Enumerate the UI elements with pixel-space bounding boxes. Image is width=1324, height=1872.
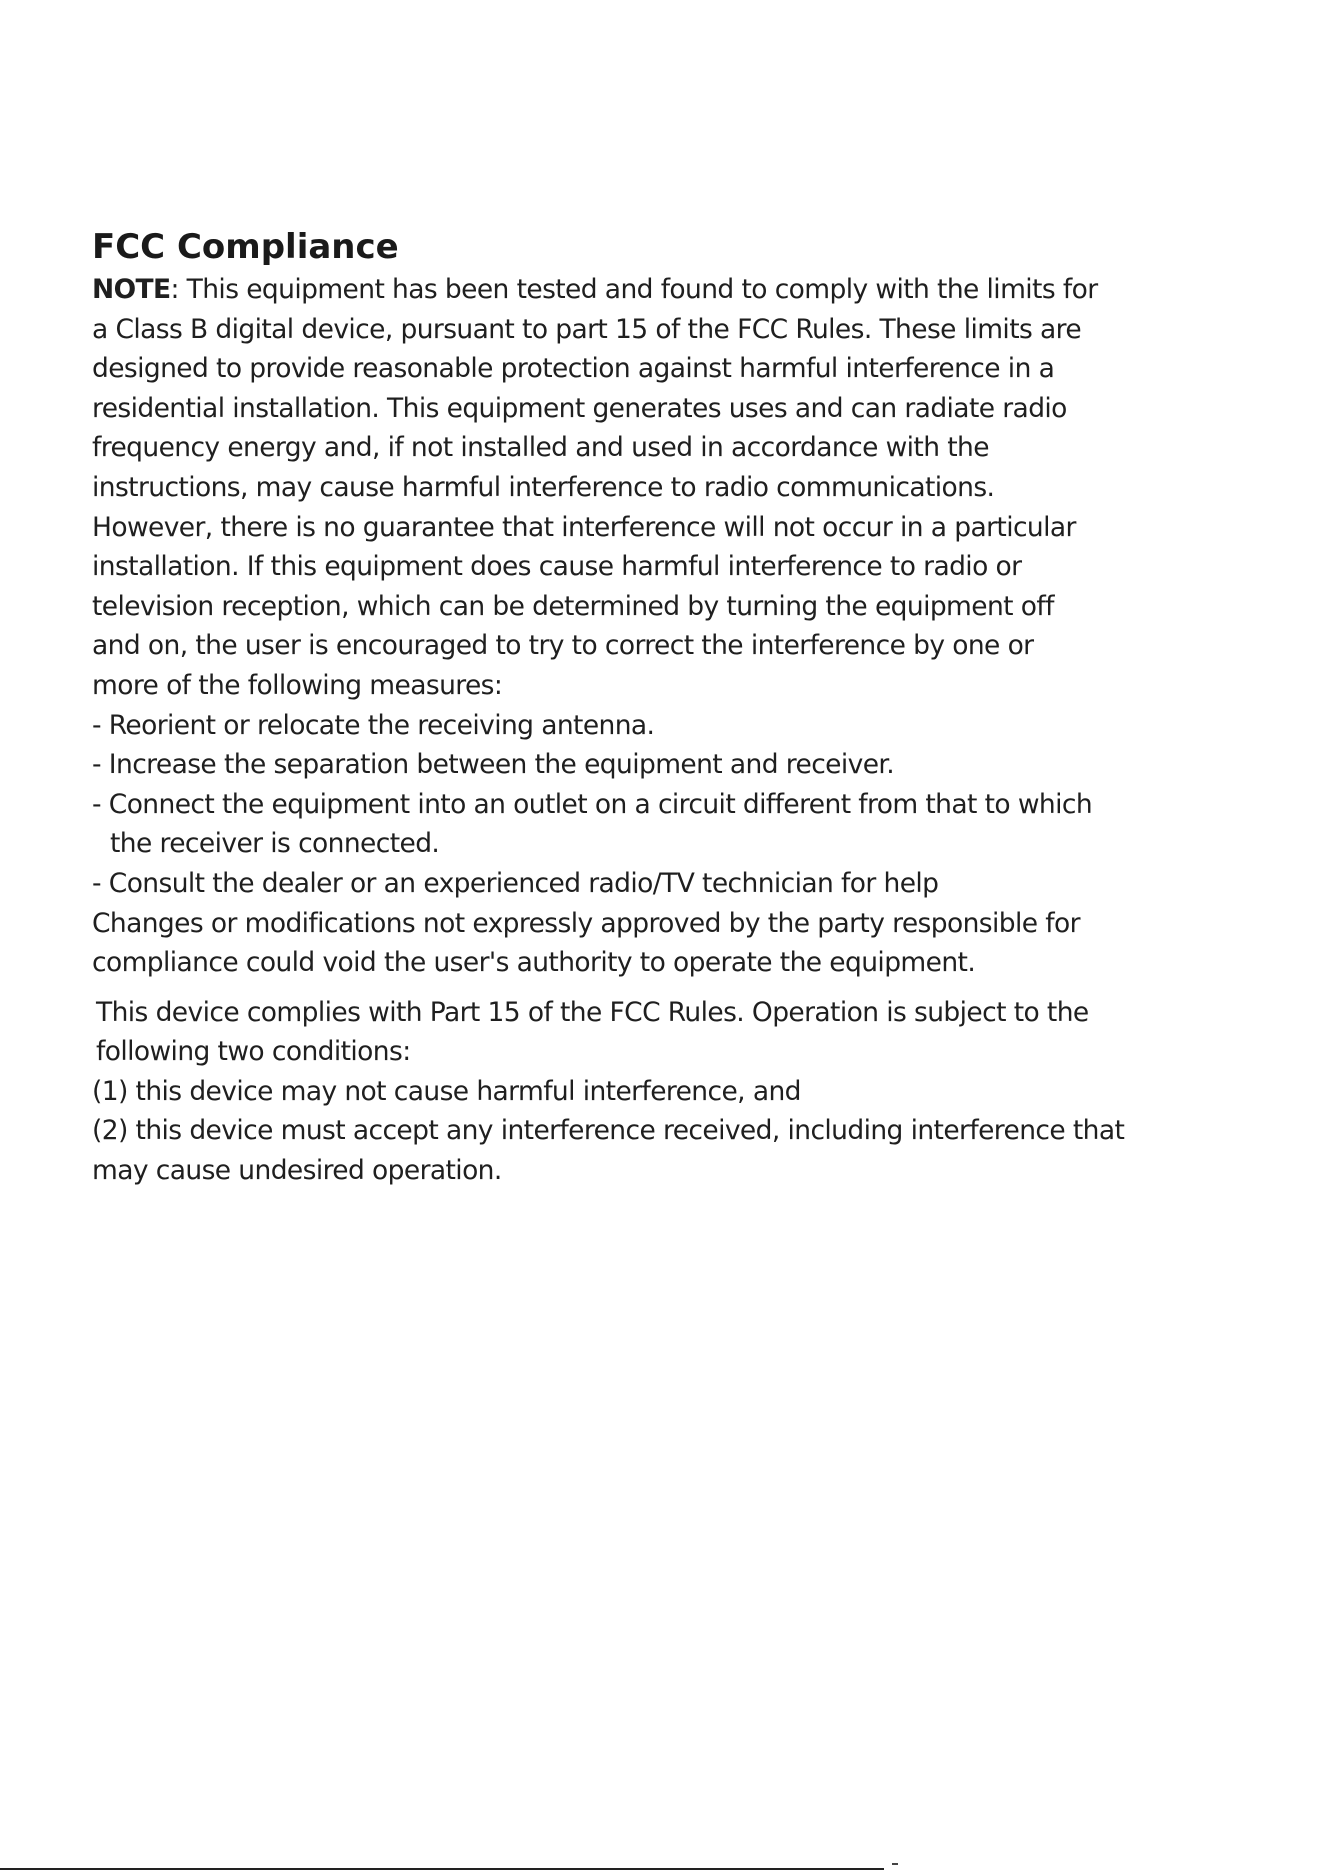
text-line: Changes or modifications not expressly approved by the party responsible for [92,907,1080,939]
text-line: This device complies with Part 15 of the FCC Rules. Operation is subject to the [96,996,1089,1028]
text-line-content: : This equipment has been tested and found to comply with the limits for [170,274,1098,305]
measure-item-continuation: the receiver is connected. [110,828,440,860]
note-paragraph [92,270,1252,983]
text-line: a Class B digital device, pursuant to part 15 of the FCC Rules. These limits are [92,313,1082,345]
text-line: installation. If this equipment does cause harmful interference to radio or [92,551,1022,583]
text-line: more of the following measures: [92,669,503,701]
text-line: instructions, may cause harmful interference to radio communications. [92,471,995,503]
condition-item: (2) this device must accept any interference received, including interference that [92,1115,1125,1147]
footer-rule [0,1868,884,1870]
condition-item: (1) this device may not cause harmful interference, and [92,1075,801,1107]
measure-item: - Reorient or relocate the receiving antenna. [92,709,655,741]
text-line: residential installation. This equipment generates uses and can radiate radio [92,392,1067,424]
page-title: FCC Compliance [92,227,399,267]
document-body [92,224,1252,1191]
text-line: and on, the user is encouraged to try to correct the interference by one or [92,630,1034,662]
part15-paragraph [92,993,1252,1191]
note-label: NOTE [92,274,171,305]
measure-item: - Increase the separation between the equipment and receiver. [92,749,895,781]
text-line: compliance could void the user's authority to operate the equipment. [92,947,976,979]
text-line: television reception, which can be determined by turning the equipment off [92,590,1054,622]
footer-mark [892,1863,898,1865]
measure-item: - Consult the dealer or an experienced radio/TV technician for help [92,867,939,899]
text-line: following two conditions: [96,1036,411,1068]
text-line: frequency energy and, if not installed and used in accordance with the [92,432,989,464]
text-line [92,270,1252,310]
text-line: designed to provide reasonable protection against harmful interference in a [92,353,1055,385]
measure-item: - Connect the equipment into an outlet on a circuit different from that to which [92,788,1093,820]
text-line: may cause undesired operation. [92,1155,502,1187]
text-line: However, there is no guarantee that interference will not occur in a particular [92,511,1076,543]
